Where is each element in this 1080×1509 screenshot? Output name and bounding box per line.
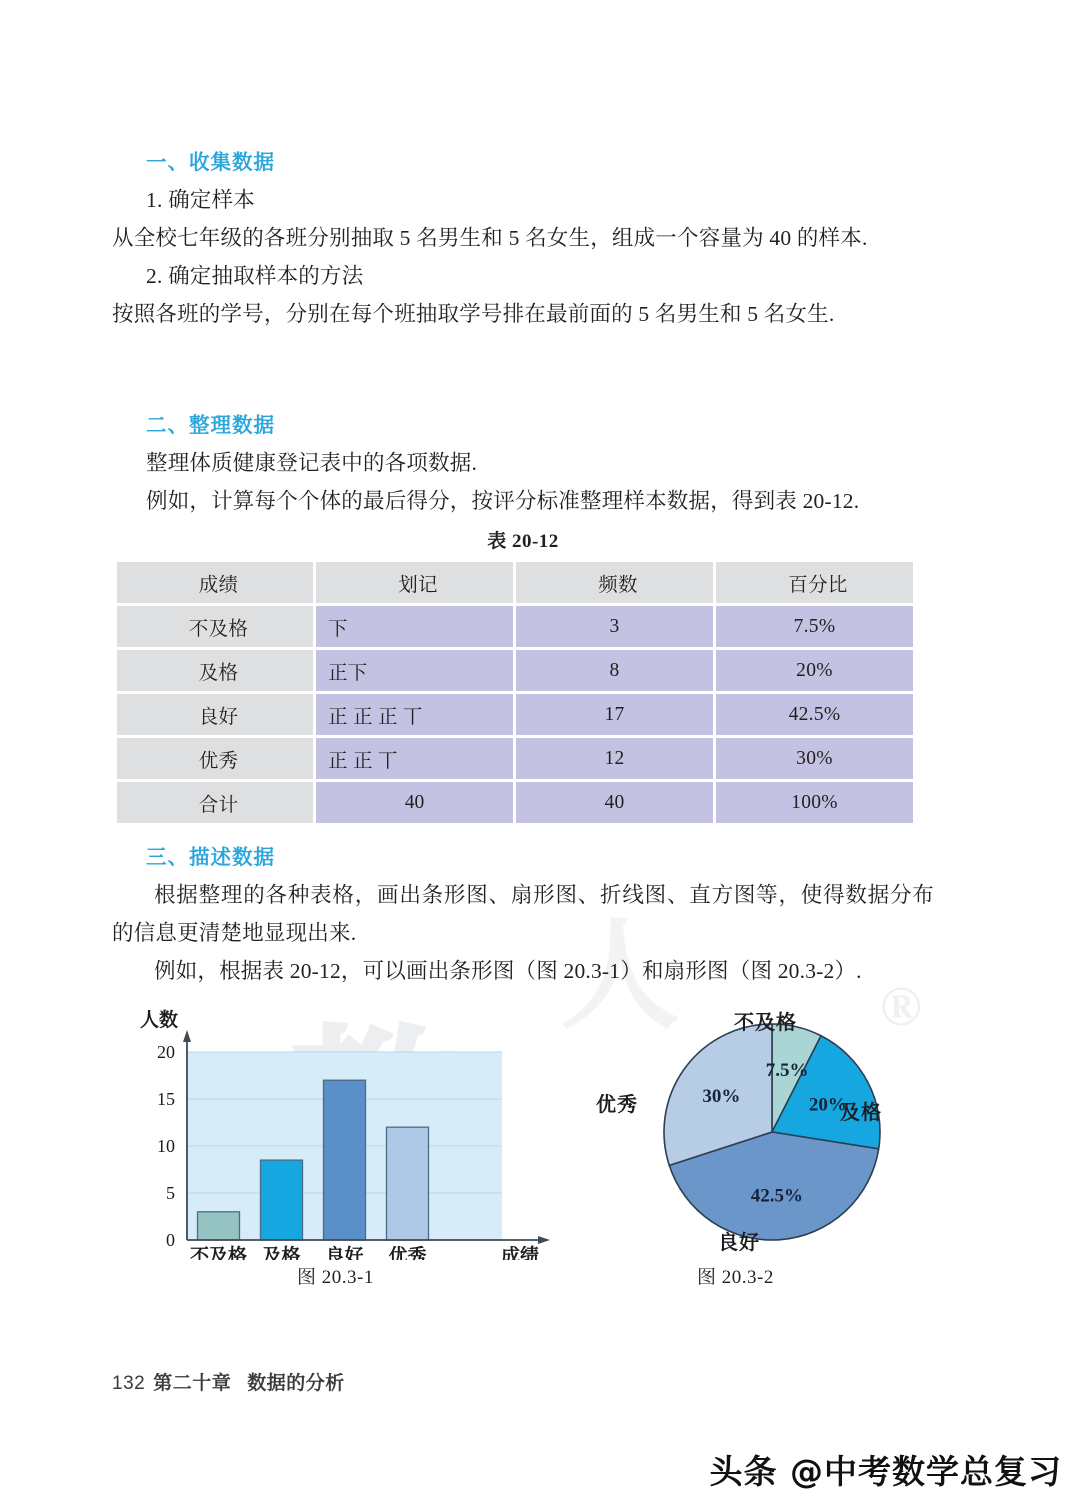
pie-label-pass: 及格: [840, 1102, 882, 1124]
cell-percent: 7.5%: [716, 606, 913, 647]
watermark-registered-icon: ®: [880, 976, 922, 1038]
paragraph-1-4: 按照各班的学号，分别在每个班抽取学号排在最前面的 5 名男生和 5 名女生.: [112, 302, 835, 326]
svg-text:良好: 良好: [325, 1246, 364, 1260]
svg-text:5: 5: [166, 1183, 175, 1203]
table-row: [117, 694, 913, 735]
svg-text:20%: 20%: [808, 1094, 847, 1116]
svg-text:0: 0: [166, 1230, 175, 1250]
figures-row: [112, 1000, 972, 1300]
svg-text:7.5%: 7.5%: [765, 1059, 809, 1081]
svg-text:30%: 30%: [702, 1086, 741, 1108]
y-axis-tick-labels: [157, 1042, 175, 1250]
cell-grade: 合计: [117, 782, 313, 823]
cell-tally: 40: [316, 782, 513, 823]
cell-tally: 正下: [316, 650, 513, 691]
cell-percent: 30%: [716, 738, 913, 779]
cell-freq: 3: [516, 606, 713, 647]
pie-chart-svg: [582, 1000, 982, 1260]
section-heading-describe-data: 三、描述数据: [146, 845, 275, 869]
y-axis-arrow: [183, 1030, 191, 1042]
svg-text:42.5%: 42.5%: [750, 1185, 804, 1207]
cell-tally: 正 正 丅: [316, 738, 513, 779]
footer-page-number: 132: [112, 1373, 146, 1394]
pie-label-good: 良好: [718, 1232, 760, 1254]
footer-chapter: 第二十章: [153, 1373, 232, 1394]
paragraph-3-2: 例如，根据表 20-12，可以画出条形图（图 20.3-1）和扇形图（图 20.3-2）.: [154, 959, 862, 983]
cell-grade: 及格: [117, 650, 313, 691]
pie-chart-slices: [664, 1024, 880, 1240]
paragraph-3-1: 根据整理的各种表格，画出条形图、扇形图、折线图、直方图等，使得数据分布的信息更清楚地显现出来.: [112, 883, 934, 945]
cell-percent: 20%: [716, 650, 913, 691]
cell-tally: 正 正 正 丅: [316, 694, 513, 735]
section-heading-collect-data: 一、收集数据: [146, 150, 275, 174]
table-header-row: [117, 562, 913, 603]
bar-chart-svg: [112, 1000, 572, 1260]
svg-text:15: 15: [157, 1089, 175, 1109]
table-row: [117, 650, 913, 691]
section-heading-organize-data: 二、整理数据: [146, 413, 275, 437]
table-row: [117, 782, 913, 823]
pie-label-excellent: 优秀: [596, 1094, 638, 1116]
cell-percent: 42.5%: [716, 694, 913, 735]
svg-text:优秀: 优秀: [388, 1246, 427, 1260]
page-footer: [112, 1368, 345, 1395]
cell-grade: 优秀: [117, 738, 313, 779]
cell-grade: 良好: [117, 694, 313, 735]
table-row: [117, 606, 913, 647]
cell-tally: 下: [316, 606, 513, 647]
pie-label-fail: 不及格: [734, 1012, 797, 1034]
footer-chapter-title: 数据的分析: [247, 1373, 345, 1394]
cell-percent: 100%: [716, 782, 913, 823]
cell-grade: 不及格: [117, 606, 313, 647]
svg-text:20: 20: [157, 1042, 175, 1062]
svg-text:10: 10: [157, 1136, 175, 1156]
pie-chart-caption: 图 20.3-2: [697, 1267, 774, 1288]
table-header-tally: 划记: [316, 562, 513, 603]
table-row: [117, 738, 913, 779]
table-header-percent: 百分比: [716, 562, 913, 603]
bar-chart: [112, 1000, 572, 1300]
table-header-freq: 频数: [516, 562, 713, 603]
paragraph-1-3: 2. 确定抽取样本的方法: [146, 264, 364, 288]
table-header-grade: 成绩: [117, 562, 313, 603]
x-axis-title: 成绩: [500, 1246, 540, 1260]
channel-watermark: 头条 @中考数学总复习: [709, 1452, 1062, 1491]
y-axis-title: 人数: [139, 1010, 178, 1031]
cell-freq: 40: [516, 782, 713, 823]
watermark-calligraphy-soft: 人: [560, 910, 680, 1043]
paragraph-2-2: 例如，计算每个个体的最后得分，按评分标准整理样本数据，得到表 20-12.: [146, 489, 860, 513]
cell-freq: 12: [516, 738, 713, 779]
paragraph-1-2: 从全校七年级的各班分别抽取 5 名男生和 5 名女生，组成一个容量为 40 的样本.: [112, 226, 868, 250]
svg-text:及格: 及格: [262, 1246, 301, 1260]
paragraph-1-1: 1. 确定样本: [146, 188, 255, 212]
cell-freq: 8: [516, 650, 713, 691]
bar-chart-caption: 图 20.3-1: [297, 1267, 374, 1288]
frequency-table: [114, 559, 916, 826]
table-caption: 表 20-12: [487, 531, 559, 552]
paragraph-2-1: 整理体质健康登记表中的各项数据.: [146, 451, 478, 475]
pie-chart: [582, 1000, 982, 1300]
x-axis-tick-labels: [190, 1244, 427, 1260]
x-axis-arrow: [538, 1236, 550, 1244]
svg-text:不及格: 不及格: [189, 1246, 248, 1260]
cell-freq: 17: [516, 694, 713, 735]
